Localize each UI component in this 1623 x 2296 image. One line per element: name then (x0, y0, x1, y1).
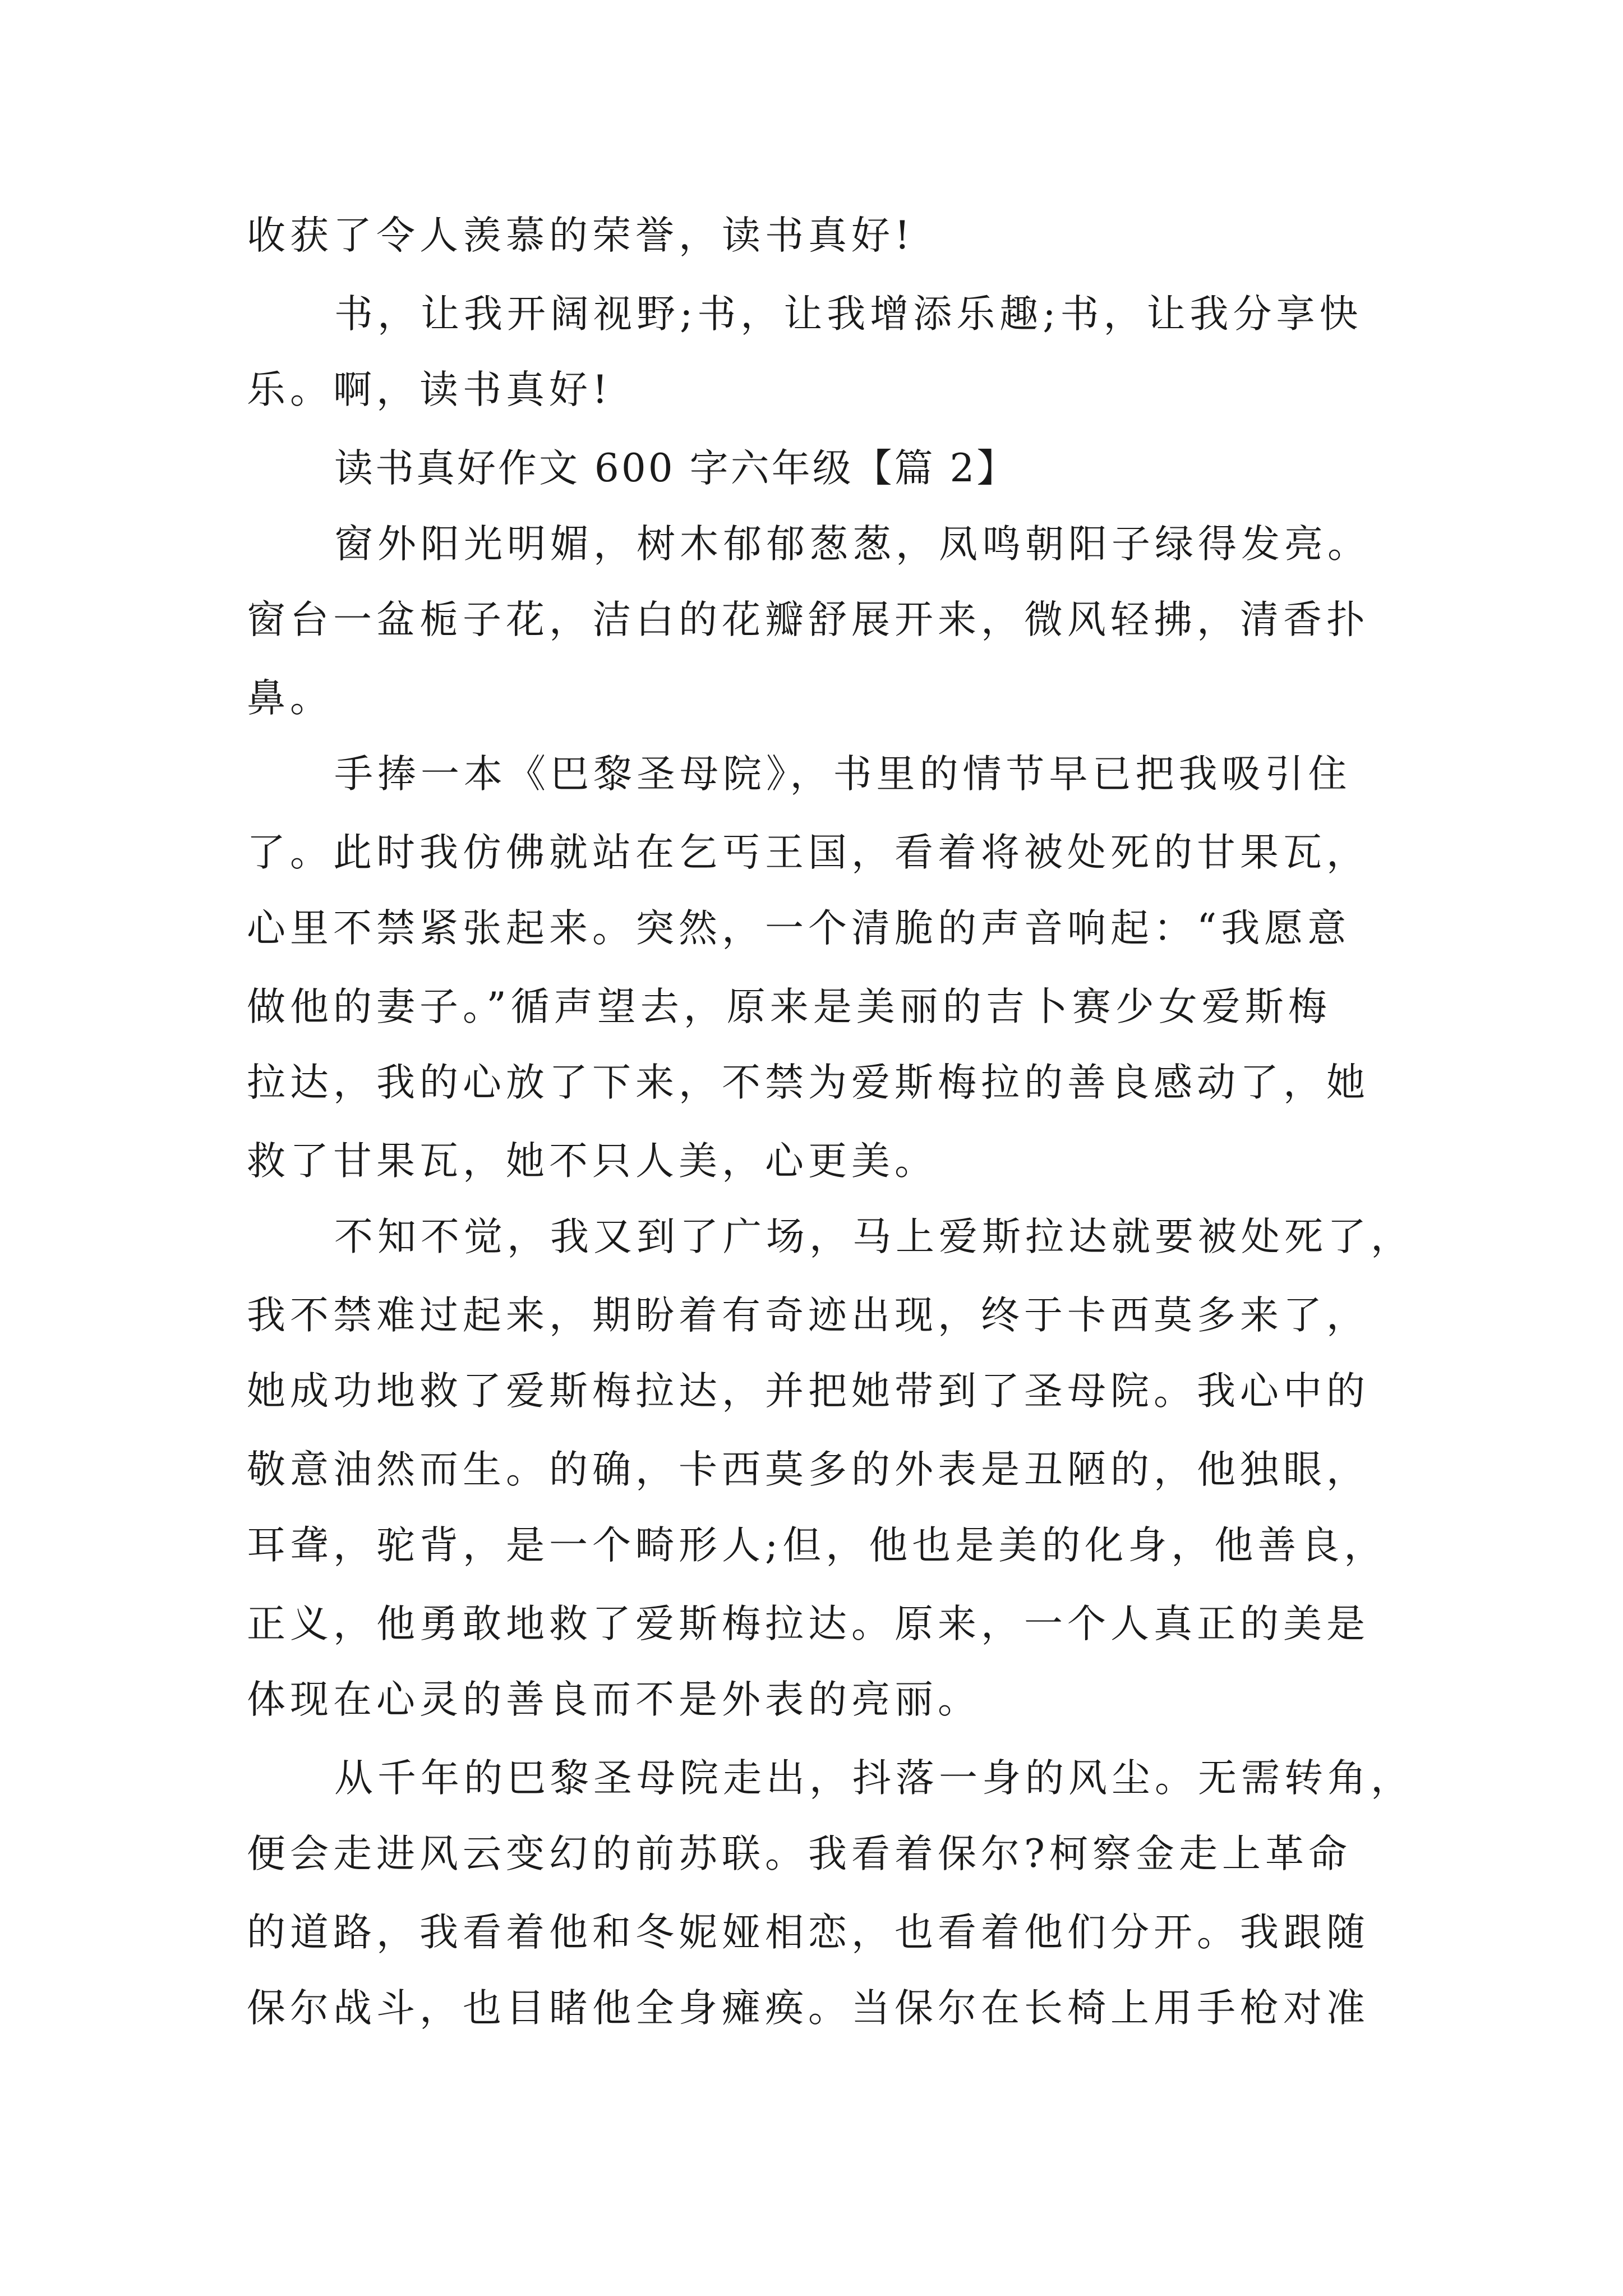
text-line: 救了甘果瓦，她不只人美，心更美。 (247, 1139, 938, 1184)
text-line: 窗外阳光明媚，树木郁郁葱葱，凤鸣朝阳子绿得发亮。 (334, 522, 1371, 567)
text-line: 的道路，我看着他和冬妮娅相恋，也看着他们分开。我跟随 (247, 1910, 1370, 1955)
text-line: 心里不禁紧张起来。突然，一个清脆的声音响起：“我愿意 (247, 906, 1351, 951)
text-line: 我不禁难过起来，期盼着有奇迹出现，终于卡西莫多来了， (247, 1293, 1370, 1338)
section-heading: 读书真好作文 600 字六年级【篇 2】 (334, 446, 1018, 491)
text-line: 不知不觉，我又到了广场，马上爱斯拉达就要被处死了， (334, 1214, 1414, 1259)
text-line: 做他的妻子。”循声望去，原来是美丽的吉卜赛少女爱斯梅 (247, 984, 1331, 1029)
text-line: 她成功地救了爱斯梅拉达，并把她带到了圣母院。我心中的 (247, 1369, 1370, 1414)
text-line: 敬意油然而生。的确，卡西莫多的外表是丑陋的，他独眼， (247, 1447, 1370, 1492)
text-line: 耳聋，驼背，是一个畸形人;但，他也是美的化身，他善良， (247, 1523, 1387, 1568)
text-line: 了。此时我仿佛就站在乞丐王国，看着将被处死的甘果瓦， (247, 830, 1370, 875)
text-line: 拉达，我的心放了下来，不禁为爱斯梅拉的善良感动了，她 (247, 1060, 1370, 1105)
text-line: 保尔战斗，也目睹他全身瘫痪。当保尔在长椅上用手枪对准 (247, 1986, 1370, 2031)
text-line: 窗台一盆栀子花，洁白的花瓣舒展开来，微风轻拂，清香扑 (247, 597, 1370, 642)
text-line: 便会走进风云变幻的前苏联。我看着保尔?柯察金走上革命 (247, 1832, 1352, 1876)
text-line: 从千年的巴黎圣母院走出，抖落一身的风尘。无需转角， (334, 1756, 1414, 1801)
text-line: 鼻。 (247, 676, 333, 721)
text-line: 正义，他勇敢地救了爱斯梅拉达。原来，一个人真正的美是 (247, 1602, 1370, 1646)
text-line: 体现在心灵的善良而不是外表的亮丽。 (247, 1677, 981, 1722)
text-line: 手捧一本《巴黎圣母院》，书里的情节早已把我吸引住 (334, 752, 1352, 797)
text-line: 乐。啊，读书真好! (247, 367, 612, 412)
text-line: 收获了令人羡慕的荣誉，读书真好! (247, 213, 915, 258)
text-line: 书，让我开阔视野;书，让我增添乐趣;书，让我分享快 (334, 292, 1363, 337)
